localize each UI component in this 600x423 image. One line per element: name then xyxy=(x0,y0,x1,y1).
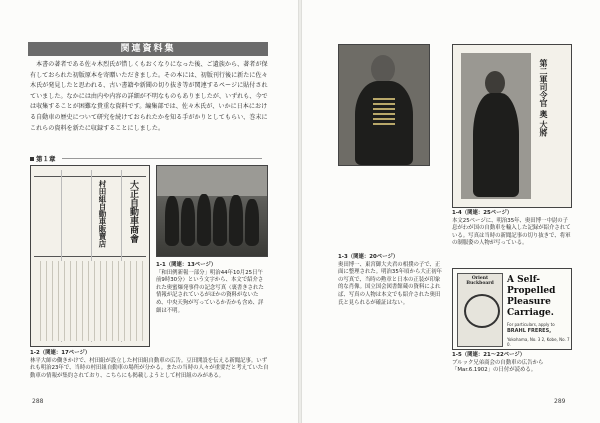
figure-1-1-caption: 1-1（関連：13ページ） 「和田例新報一部分」明治44年10月25日午前9時30分）という文字から、本文で紹介された奥蜜爆発事件の記念写真（裏書きされた情報が記されているがほかの資料がないため、中央天狗が写っているか否かも含め、詳細は不明。 xyxy=(156,262,264,314)
newspaper-subheading: 村田組自動車販賣店 xyxy=(98,180,107,248)
figure-1-2-caption: 1-2（関連：17ページ） 林平大師の働きかけで、村田組が設立した村田組自動車の広告。豆田開設を伝える新聞記事。いずれも明治23年で、当時の村田組自動車の場所が分かる。またの当時の人々が重要だと考えていた自動車の情報が集約されており、こちらにも掲載しようとして村田組のみがある。 xyxy=(30,350,269,379)
ad-line3: Pleasure xyxy=(507,297,551,307)
page-number-left: 288 xyxy=(32,398,44,405)
carriage-advertisement xyxy=(452,268,572,350)
right-page xyxy=(302,0,600,423)
ad-brand: Orient Buckboard xyxy=(466,276,494,286)
ad-line7: Yokohama, No. 3 2, Kobe, No. 7 0. xyxy=(507,337,570,347)
chapter-rule xyxy=(62,158,262,159)
section-title: 関連資料集 xyxy=(28,42,268,56)
page-number-right: 289 xyxy=(554,398,566,405)
ad-line5: For particulars, apply to xyxy=(507,322,555,327)
ad-line1: A Self- xyxy=(507,275,541,285)
intro-text: 本書の著者である佐々木烈氏が惜しくもおくなりになった後、ご遺族から、著者が保有しておられた初版原本を寄贈いただきました。その本には、初版刊行後に新たに佐々木氏が発見したと思われる、古い書籍や新聞の切り抜き等が関連するページに貼付されていました。なかには由内や内容の詳細が不明なものもありましたが、いずれも、今では収集することが困難な貴重な資料です。編集部では、佐々木氏が、いかに日本における自動車の歴史について研究を続けておられたかを知る手がかりとしてもらい、巻末にこれらの資料を新たに収録することにしました。 xyxy=(30,61,268,132)
figure-1-4-caption: 1-4（関連：25ページ） 本文25ページに、明治35年、奥田博一中尉の子息がわが国の自動車を輸入した記録が紹介されている。写真は当時の新聞記事の切り抜きで、将軍の制服姿の人物が写っている。 xyxy=(452,210,571,247)
ad-line6: BRAHL FRERES, xyxy=(507,328,552,334)
newspaper-heading: 大正自動車商會 xyxy=(128,180,138,243)
newspaper-clipping xyxy=(30,165,150,347)
figure-1-3-caption: 1-3（関連：20ページ） 奥田博一、東宮御大夫君の相撲の子で、正面に整理された。明治35年頃から大正初年の写真で、当時の勲章と日本の正装が印象的な肖像。国立国会図書館蔵の資料によれば、写真の人物は本文でも紹介された奥田氏と見られるが確証はない。 xyxy=(338,254,442,306)
group-photo xyxy=(156,165,268,257)
left-page xyxy=(0,0,298,423)
ad-line4: Carriage. xyxy=(507,308,554,318)
square-icon xyxy=(30,157,34,161)
portrait-photo xyxy=(338,44,430,166)
general-photo-clipping xyxy=(452,44,572,208)
figure-1-5-caption: 1-5（関連：21〜22ページ） ブルック兄弟商会の自動車の広告から「Mar.6.1902」の日付が読める。 xyxy=(452,352,544,374)
newspaper-text-block xyxy=(35,261,143,341)
general-vertical-caption: 第二軍司令官 奥 大將 xyxy=(539,59,549,137)
chapter-heading: 第１章 xyxy=(30,154,262,163)
ad-line2: Propelled xyxy=(507,286,556,296)
